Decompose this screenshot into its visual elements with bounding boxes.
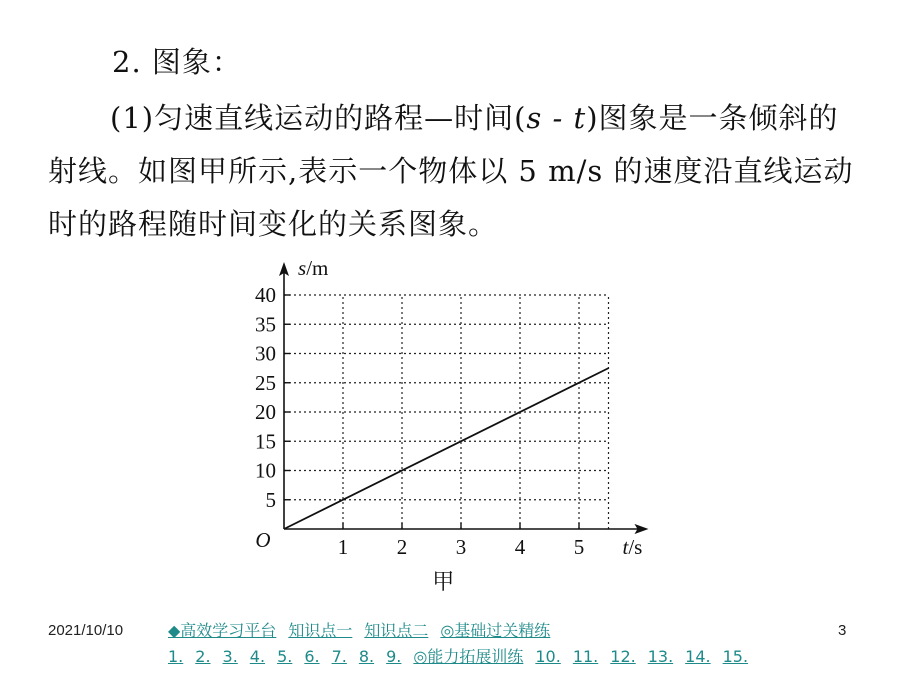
nav-link[interactable]: 1. xyxy=(168,647,184,666)
y-tick-label: 10 xyxy=(255,458,276,483)
x-tick-label: 2 xyxy=(396,535,408,559)
y-tick-label: 30 xyxy=(255,341,276,366)
y-tick-label: 5 xyxy=(265,487,276,512)
section-heading: 2. 图象： xyxy=(112,45,242,79)
nav-link[interactable]: 11. xyxy=(572,647,599,666)
y-axis-label: s/m xyxy=(298,256,329,280)
nav-link[interactable]: 15. xyxy=(722,647,749,666)
x-tick-label: 4 xyxy=(514,535,526,559)
series-line xyxy=(284,368,609,529)
nav-link[interactable]: 10. xyxy=(535,647,561,666)
footer-date: 2021/10/10 xyxy=(48,622,124,639)
nav-link[interactable]: 3. xyxy=(222,647,238,666)
origin-label: O xyxy=(255,528,271,552)
nav-link[interactable]: 5. xyxy=(277,647,293,666)
s-t-chart xyxy=(245,250,665,595)
nav-link[interactable]: 知识点二 xyxy=(364,621,429,640)
y-tick-label: 35 xyxy=(255,312,276,337)
description-paragraph xyxy=(48,92,868,251)
nav-link[interactable]: 知识点一 xyxy=(288,621,353,640)
nav-link[interactable]: 14. xyxy=(685,647,711,666)
y-tick-label: 25 xyxy=(255,370,276,395)
nav-link[interactable]: ◎基础过关精练 xyxy=(440,621,551,640)
x-tick-label: 3 xyxy=(455,535,467,559)
nav-link[interactable]: 7. xyxy=(331,647,347,666)
navigation-links xyxy=(168,618,868,670)
nav-link[interactable]: ◆高效学习平台 xyxy=(168,621,277,640)
nav-link[interactable]: 6. xyxy=(304,647,320,666)
y-tick-label: 15 xyxy=(255,429,276,454)
paragraph-text-1: (1)匀速直线运动的路程—时间( xyxy=(110,101,527,135)
x-axis-label: t/s xyxy=(622,535,643,559)
x-tick-label: 1 xyxy=(337,535,349,559)
nav-link[interactable]: 13. xyxy=(647,647,674,666)
paragraph-math: s - t xyxy=(526,101,587,135)
page-number: 3 xyxy=(838,622,847,639)
paragraph-text-2: )图象是一条倾斜的射线。如图甲所示,表示一个物体以 5 m/s 的速度沿直线运动时的路程随时间变化的关系图象。 xyxy=(48,101,854,241)
x-tick-label: 5 xyxy=(573,535,585,559)
y-tick-label: 40 xyxy=(255,283,276,307)
nav-link[interactable]: 9. xyxy=(386,647,402,666)
chart-caption: 甲 xyxy=(432,569,455,594)
nav-link[interactable]: 2. xyxy=(195,647,211,666)
nav-link[interactable]: 12. xyxy=(610,647,636,666)
nav-link[interactable]: 8. xyxy=(358,647,375,666)
nav-link[interactable]: ◎能力拓展训练 xyxy=(413,647,524,666)
nav-link[interactable]: 4. xyxy=(249,647,266,666)
y-tick-label: 20 xyxy=(255,400,276,424)
